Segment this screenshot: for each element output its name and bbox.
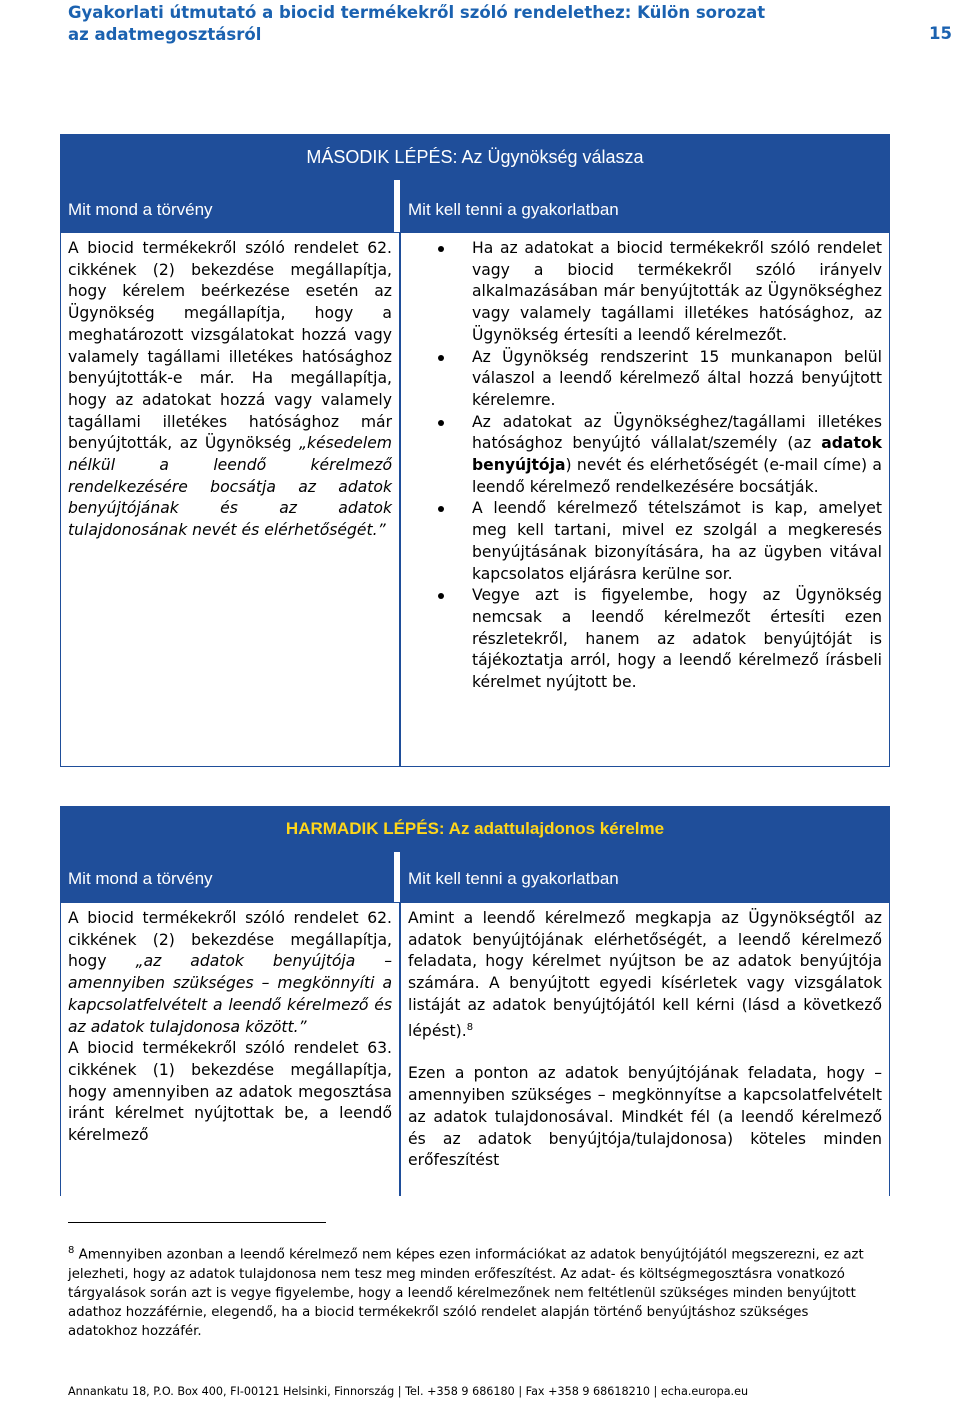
step2-title: MÁSODIK LÉPÉS: Az Ügynökség válasza — [306, 147, 644, 167]
bullet-icon — [438, 420, 444, 426]
step2-law-quote: „késedelem nélkül a leendő kérelmező rendelkezésére bocsátja az adatok benyújtójának és az adatok tulajdonosának nevét és elérhetőségét.” — [68, 434, 392, 540]
step3-banner — [60, 806, 890, 902]
data-submitter-term: adatok benyújtója — [472, 434, 882, 475]
list-item: Vegye azt is figyelembe, hogy az Ügynökség nemcsak a leendő kérelmezőt értesíti ezen részletekről, hanem az adatok benyújtóját is tájékoztatja arról, hogy a leendő kérelmező írásbeli kérelmet nyújtott be. — [408, 585, 882, 694]
step3-right-header: Mit kell tenni a gyakorlatban — [408, 869, 619, 888]
bullet-icon — [438, 506, 444, 512]
step2-right-header: Mit kell tenni a gyakorlatban — [408, 200, 619, 219]
step2-left-header: Mit mond a törvény — [68, 200, 213, 219]
header-title-line1: Gyakorlati útmutató a biocid termékekről szóló rendelethez: Külön sorozat — [68, 3, 766, 22]
footnote-separator — [68, 1222, 326, 1223]
step2-practice-list — [408, 238, 882, 694]
step3-left-header: Mit mond a törvény — [68, 869, 213, 888]
step3-title: HARMADIK LÉPÉS: Az adattulajdonos kérelme — [285, 819, 665, 838]
list-item: Ha az adatokat a biocid termékekről szóló rendelet vagy a biocid termékekről szóló irányelv alkalmazásában már benyújtották az Ügynökséghez vagy valamely tagállami illetékes hatósághoz, az Ügynökség értesíti a leendő kérelmezőt. — [408, 238, 882, 347]
bullet-icon — [438, 246, 444, 252]
step3-section — [60, 806, 890, 1196]
step3-column-divider — [394, 852, 400, 902]
header-title-line2: az adatmegosztásról — [68, 25, 262, 44]
page-number: 15 — [929, 24, 952, 43]
step3-law-quote: „az adatok benyújtója – amennyiben szükséges – megkönnyíti a kapcsolatfelvételt a leendő kérelmező és az adatok tulajdonosa között.” — [68, 952, 392, 1036]
step3-practice-paragraph1: Amint a leendő kérelmező megkapja az Ügynökségtől az adatok benyújtójának elérhetőségét, a leendő kérelmező feladata, hogy kérelmet nyújtson be az adatok benyújtója számára. A benyújtott egyedi kísérletek vagy vizsgálatok listáját az adatok benyújtójától kell kérni (lásd a következő lépést).$^8$ — [408, 909, 882, 1040]
step2-law-plain: A biocid termékekről szóló rendelet 62. cikkének (2) bekezdése megállapítja, hogy kérelem beérkezése esetén az Ügynökség megállapítja, hogy a meghatározott vizsgálatokat hozzá vagy valamely tagállami illetékes hatósághoz benyújtották-e már. Ha megállapítja, hogy az adatokat hozzá vagy valamely tagállami illetékes hatósághoz már benyújtották, az Ügynökség — [68, 239, 392, 453]
bullet-icon — [438, 593, 444, 599]
step3-law-text: A biocid termékekről szóló rendelet 62. cikkének (2) bekezdése megállapítja, hogy „az adatok benyújtója – amennyiben szükséges – megkönnyíti a kapcsolatfelvételt a leendő kérelmező és az adatok tulajdonosa között.” A biocid termékekről szóló rendelet 63. cikkének (1) bekezdése megállapítja, hogy amennyiben az adatok megosztása iránt kérelmet nyújtottak be, a leendő kérelmező — [68, 908, 392, 1147]
step2-column-divider — [394, 180, 400, 232]
list-item: Az Ügynökség rendszerint 15 munkanapon belül válaszol a leendő kérelmező által hozzá benyújtott kérelemre. — [408, 347, 882, 412]
step3-practice-text — [408, 908, 882, 1172]
step2-banner — [60, 134, 890, 232]
document-header — [68, 2, 954, 46]
footnote — [68, 1241, 868, 1341]
footnote-number: 8 — [68, 1245, 75, 1256]
list-item: A leendő kérelmező tételszámot is kap, amelyet meg kell tartani, mivel ez szolgál a megkeresés benyújtásának bizonyítására, ha az ügyben vitával kapcsolatos eljárásra kerülne sor. — [408, 498, 882, 585]
footnote-ref: 8 — [466, 1021, 474, 1033]
step2-section — [60, 134, 890, 767]
step3-law-paragraph2: A biocid termékekről szóló rendelet 63. cikkének (1) bekezdése megállapítja, hogy amennyiben az adatok megosztása iránt kérelmet nyújtottak be, a leendő kérelmező — [68, 1039, 392, 1145]
bullet-icon — [438, 355, 444, 361]
list-item: Az adatokat az Ügynökséghez/tagállami illetékes hatósághoz benyújtó vállalat/személy (az adatok benyújtója) nevét és elérhetőségét (e-mail címe) a leendő kérelmező rendelkezésére bocsátják. — [408, 412, 882, 499]
page-footer: Annankatu 18, P.O. Box 400, FI-00121 Helsinki, Finnország | Tel. +358 9 686180 | Fax +358 9 68618210 | echa.europa.eu — [68, 1385, 749, 1398]
step3-practice-paragraph2: Ezen a ponton az adatok benyújtójának feladata, hogy – amennyiben szükséges – megkönnyítse a kapcsolatfelvételt az adatok tulajdonosával. Mindkét fél (a leendő kérelmező és az adatok benyújtója/tulajdonosa) köteles minden erőfeszítést — [408, 1064, 882, 1170]
footnote-text: Amennyiben azonban a leendő kérelmező nem képes ezen információkat az adatok benyújtójától megszerezni, ez azt jelezheti, hogy az adatok tulajdonosa nem tesz meg minden erőfeszítést. Az adat- és költségmegosztásra vonatkozó tárgyalások során azt is vegye figyelembe, hogy a leendő kérelmezőnek nem feltétlenül szükséges minden benyújtott adathoz hozzáférnie, elegendő, ha a biocid termékekről szóló rendelet alapján történő benyújtáshoz szükséges adatokhoz hozzáfér. — [68, 1247, 864, 1340]
